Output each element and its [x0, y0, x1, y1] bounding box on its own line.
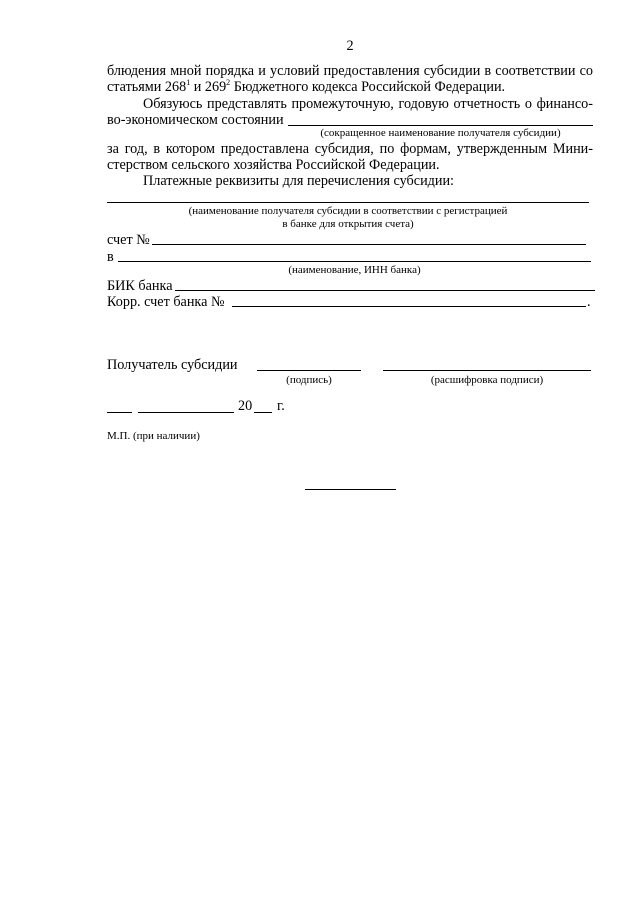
- date-year-line[interactable]: [254, 412, 272, 413]
- short-name-caption: (сокращенное наименование получателя субсидии): [320, 127, 561, 139]
- para1-line2-b: и 269: [190, 79, 227, 95]
- para1-sup1: 1: [186, 78, 191, 87]
- recipient-caption-2: в банке для открытия счета): [282, 218, 414, 230]
- bank-line[interactable]: [118, 261, 591, 262]
- stamp-label: М.П. (при наличии): [107, 430, 200, 442]
- para1-line2: [107, 79, 505, 95]
- recipient-caption-1: (наименование получателя субсидии в соответствии с регистрацией: [188, 205, 508, 217]
- bank-caption: (наименование, ИНН банка): [288, 264, 421, 276]
- signature-caption: (подпись): [286, 374, 332, 386]
- decode-line[interactable]: [383, 370, 591, 371]
- para1-sup2: 2: [226, 78, 231, 87]
- corr-line[interactable]: [232, 306, 586, 307]
- decode-caption: (расшифровка подписи): [430, 374, 544, 386]
- corr-label: Корр. счет банка №: [107, 294, 225, 310]
- date-day-line[interactable]: [107, 412, 132, 413]
- para1-line2-c: Бюджетного кодекса Российской Федерации.: [230, 79, 506, 95]
- date-month-line[interactable]: [138, 412, 234, 413]
- in-label: в: [107, 249, 114, 265]
- para2-line2: во-экономическом состоянии: [107, 112, 284, 128]
- bik-label: БИК банка: [107, 278, 173, 294]
- bik-line[interactable]: [175, 290, 595, 291]
- para2-line4: стерством сельского хозяйства Российской Федерации.: [107, 157, 440, 173]
- corr-end: .: [587, 294, 591, 310]
- signature-label: Получатель субсидии: [107, 357, 238, 373]
- recipient-line[interactable]: [107, 202, 589, 203]
- date-suffix: г.: [277, 398, 285, 414]
- account-label: счет №: [107, 232, 150, 248]
- signature-line[interactable]: [257, 370, 361, 371]
- para1-line1: блюдения мной порядка и условий предоставления субсидии в соответствии со: [107, 63, 593, 79]
- para2-line3: за год, в котором предоставлена субсидия, по формам, утвержденным Мини-: [107, 141, 593, 157]
- account-line[interactable]: [152, 244, 586, 245]
- bottom-separator: [305, 489, 396, 490]
- short-name-line[interactable]: [288, 125, 593, 126]
- page-number: 2: [346, 38, 354, 54]
- para1-line2-a: статьями 268: [107, 79, 187, 95]
- para2-line1: Обязуюсь представлять промежуточную, годовую отчетность о финансо-: [143, 96, 593, 112]
- para3-line1: Платежные реквизиты для перечисления субсидии:: [143, 173, 455, 189]
- date-year-prefix: 20: [238, 398, 253, 414]
